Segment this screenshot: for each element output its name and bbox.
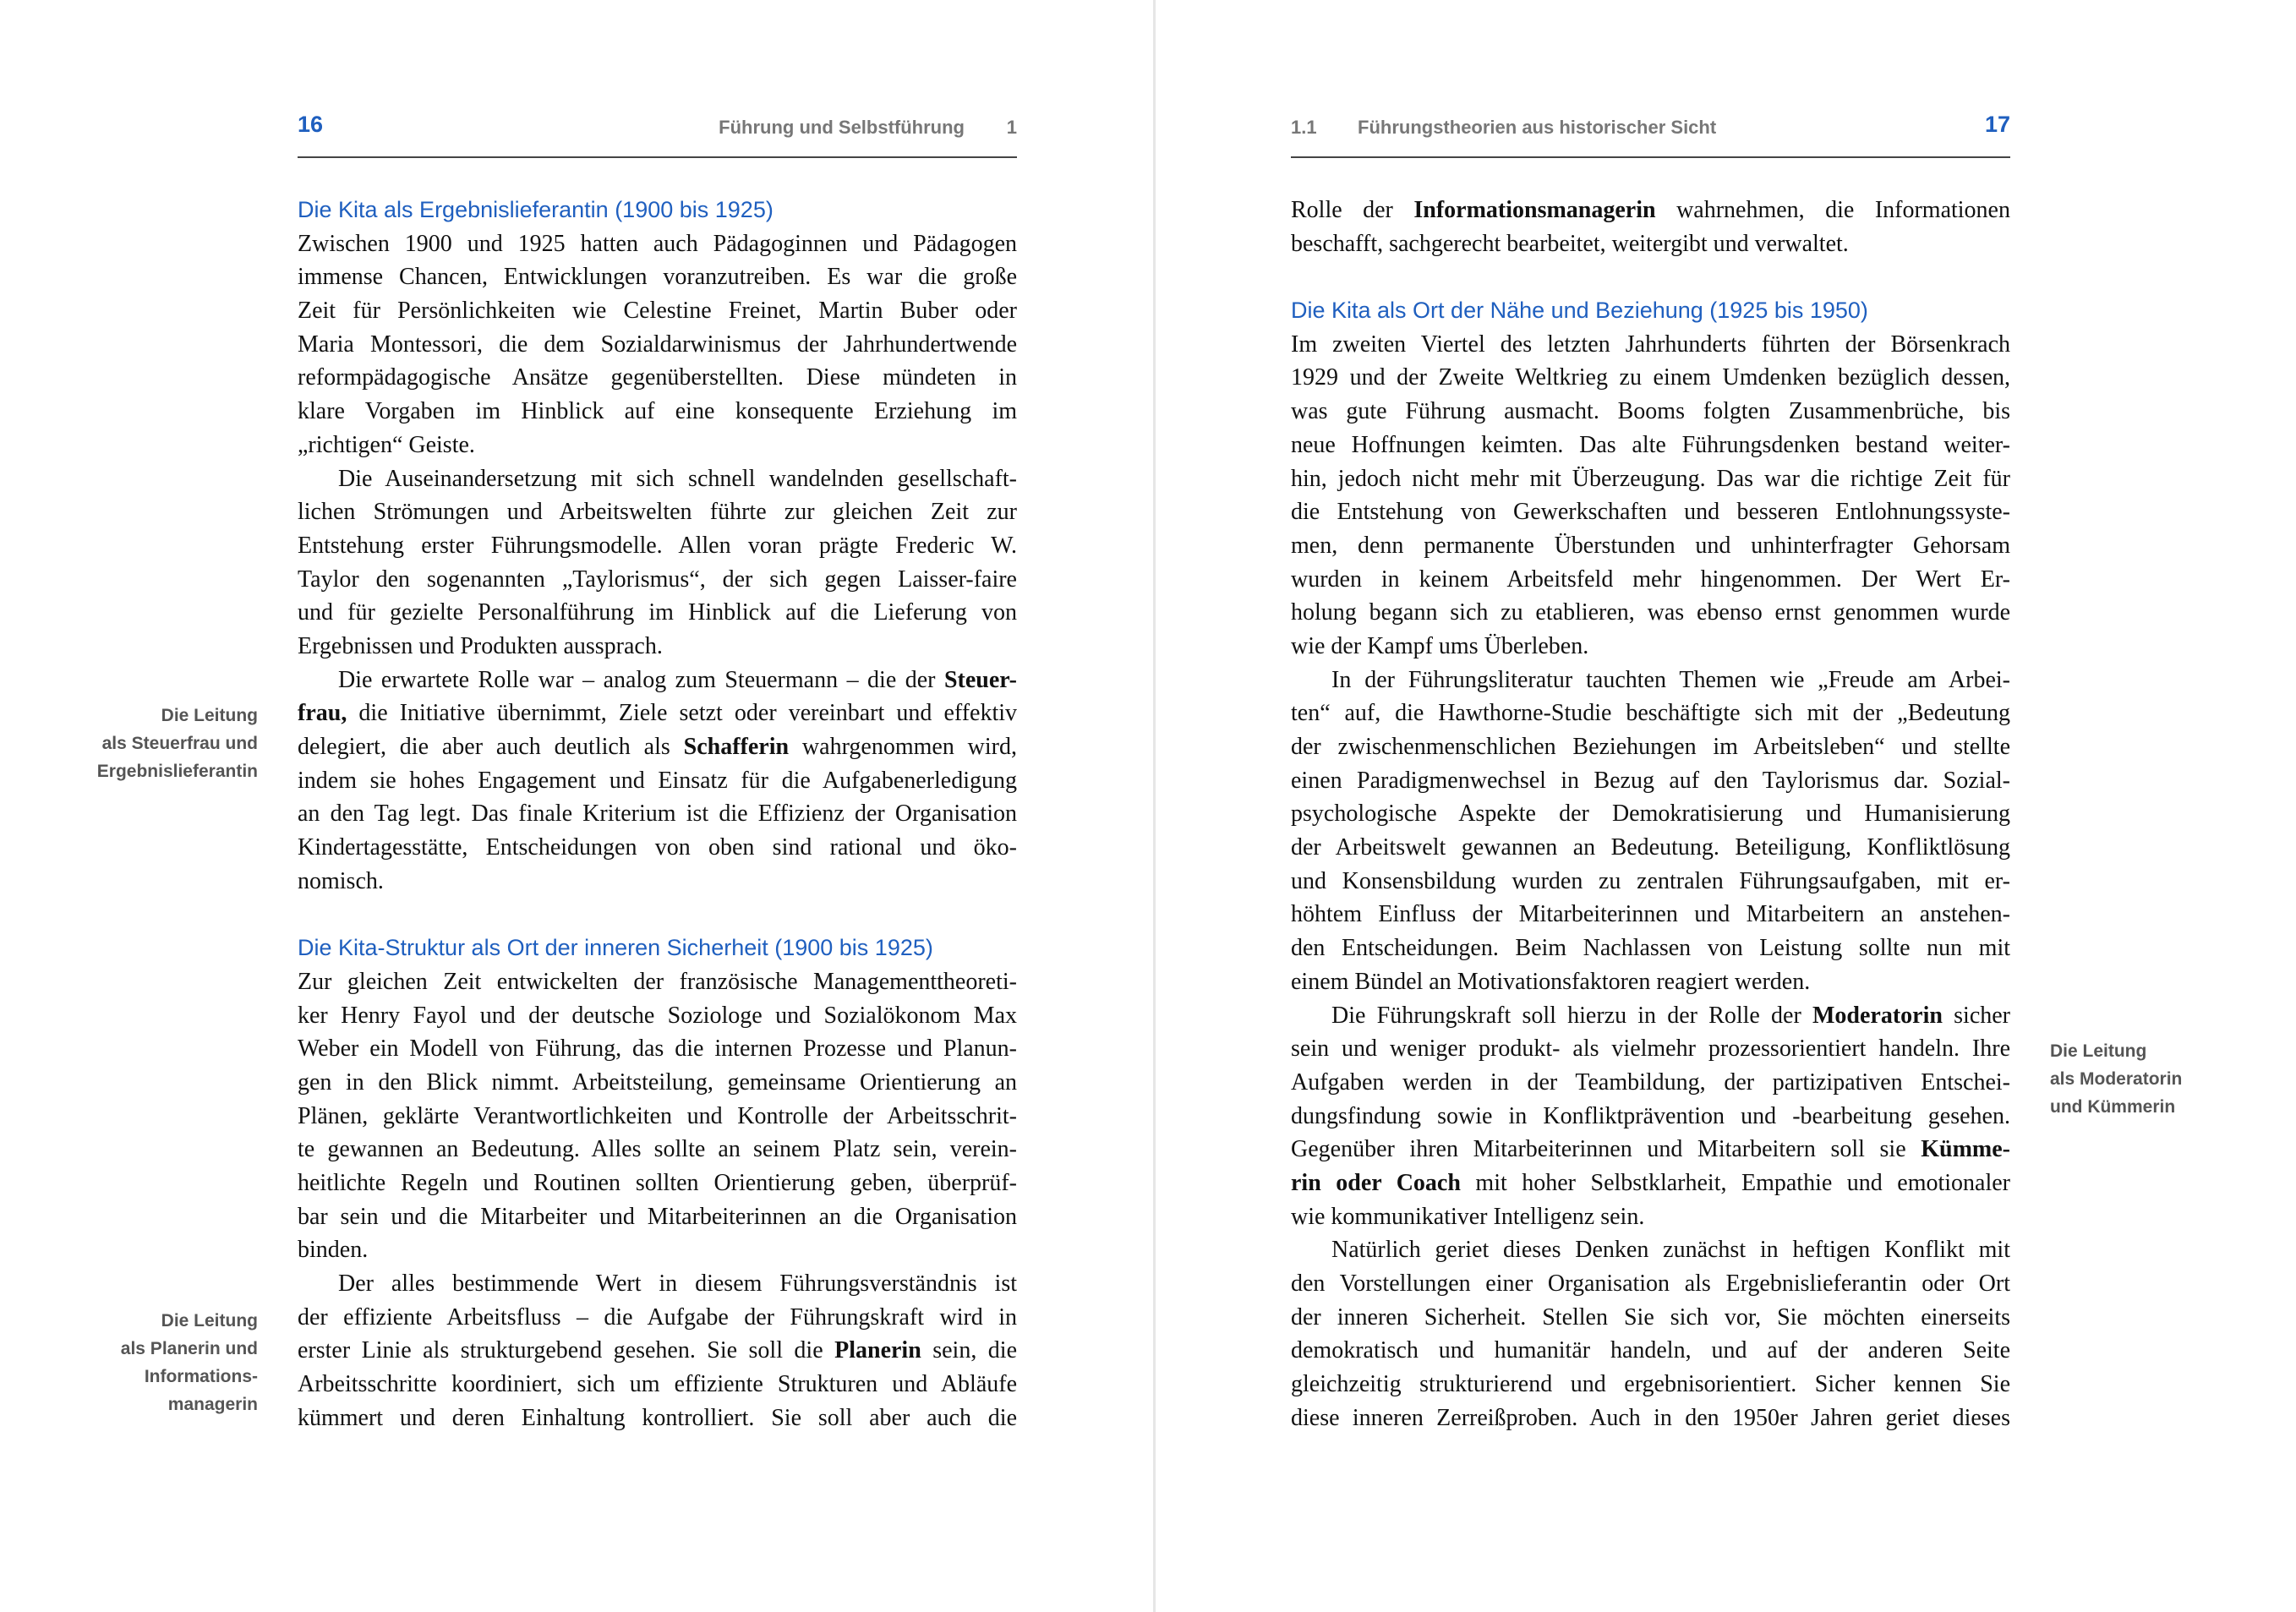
text-line — [298, 1200, 1017, 1234]
section-heading: Die Kita als Ort der Nähe und Beziehung (1925 bis 1950) — [1291, 298, 1868, 324]
text-run: der inneren Sicherheit. Stellen Sie sich vor, Sie möchten einerseits — [1291, 1303, 2010, 1331]
text-run: und Konsensbildung wurden zu zentralen Führungsaufgaben, mit er- — [1291, 867, 2010, 894]
text-run: nomisch. — [298, 867, 384, 894]
text-line — [298, 294, 1017, 328]
paragraph — [298, 462, 1017, 664]
text-run: demokratisch und humanitär handeln, und auf der anderen Seite — [1291, 1337, 2010, 1364]
bold-term: Schafferin — [683, 734, 790, 760]
text-line — [298, 1032, 1017, 1066]
running-title: Führung und Selbstführung — [719, 117, 965, 138]
text-run: wurden in keinem Arbeitsfeld mehr hingenommen. Der Wert Er- — [1291, 566, 2010, 593]
bold-term: Steuer- — [943, 666, 1017, 693]
section-number: 1.1 — [1291, 117, 1317, 138]
text-line — [298, 999, 1017, 1033]
text-line — [298, 1133, 1017, 1167]
text-run: hin, jedoch nicht mehr mit Überzeugung. Das war die richtige Zeit für — [1291, 465, 2010, 492]
text-run: „richtigen“ Geiste. — [298, 431, 475, 458]
text-run: Die erwartete Rolle war – analog zum Steuermann – die der — [338, 666, 944, 693]
text-line — [298, 1233, 1017, 1267]
text-line — [298, 1368, 1017, 1402]
bold-term: Planerin — [834, 1337, 921, 1364]
text-line — [298, 462, 1017, 496]
text-line — [298, 664, 1017, 697]
text-line — [298, 395, 1017, 429]
text-line — [298, 260, 1017, 294]
margin-note-line: als Planerin und — [120, 1339, 258, 1358]
text-run: Die Führungskraft soll hierzu in der Rolle der — [1331, 1002, 1812, 1029]
page-number: 16 — [298, 112, 324, 137]
left-page-body — [298, 194, 1017, 1434]
text-run: holung begann sich zu etablieren, was ebenso ernst genommen wurde — [1291, 599, 2010, 626]
bold-term: Moderatorin — [1812, 1002, 1943, 1029]
text-run: einem Bündel an Motivationsfaktoren reagiert werden. — [1291, 968, 1811, 995]
text-line — [1291, 495, 2010, 529]
text-line — [1291, 1066, 2010, 1100]
text-line — [298, 529, 1017, 563]
text-line — [1291, 898, 2010, 932]
text-run: der zwischenmenschlichen Beziehungen im Arbeitsleben“ und stellte — [1291, 734, 2010, 760]
text-line — [298, 730, 1017, 764]
text-run: Zeit für Persönlichkeiten wie Celestine Freinet, Martin Buber oder — [298, 298, 1017, 325]
text-line — [1291, 361, 2010, 395]
margin-note-line: Die Leitung — [2050, 1041, 2147, 1061]
text-run: Die Auseinandersetzung mit sich schnell wandelnden gesellschaft- — [338, 465, 1017, 492]
text-run: kümmert und deren Einhaltung kontrolliert. Sie soll aber auch die — [298, 1404, 1017, 1431]
text-run: wie kommunikativer Intelligenz sein. — [1291, 1203, 1645, 1230]
paragraph — [298, 1267, 1017, 1434]
text-run: Zur gleichen Zeit entwickelten der französische Managementtheoreti- — [298, 968, 1017, 995]
text-line — [298, 697, 1017, 730]
text-run: was gute Führung ausmacht. Booms folgten Zusammenbrüche, bis — [1291, 398, 2010, 425]
text-run: wie der Kampf ums Überleben. — [1291, 632, 1589, 659]
text-line — [298, 328, 1017, 362]
text-line — [1291, 630, 2010, 664]
text-line — [298, 797, 1017, 831]
text-run: Im zweiten Viertel des letzten Jahrhunderts führten der Börsenkrach — [1291, 331, 2010, 358]
text-run: Ergebnissen und Produkten aussprach. — [298, 632, 663, 659]
text-line — [298, 1066, 1017, 1100]
margin-note-line: Ergebnislieferantin — [96, 762, 258, 781]
text-line — [1291, 999, 2010, 1033]
text-run: Taylor den sogenannten „Taylorismus“, der sich gegen Laisser-faire — [298, 566, 1017, 593]
text-line — [298, 764, 1017, 798]
text-line — [298, 1301, 1017, 1335]
paragraph — [1291, 328, 2010, 664]
text-run: gleichzeitig strukturierend und ergebnisorientiert. Sicher kennen Sie — [1291, 1371, 2010, 1398]
text-line — [1291, 395, 2010, 429]
bold-term: rin oder Coach — [1291, 1169, 1461, 1196]
text-run: neue Hoffnungen keimten. Das alte Führungsdenken bestand weiter- — [1291, 431, 2010, 458]
text-line — [298, 1167, 1017, 1200]
text-line — [1291, 1267, 2010, 1301]
margin-note — [38, 702, 258, 785]
header-rule — [1291, 156, 2010, 158]
text-run: Maria Montessori, die dem Sozialdarwinismus der Jahrhundertwende — [298, 331, 1017, 358]
text-run: te gewannen an Bedeutung. Alles sollte an seinem Platz sein, verein- — [298, 1136, 1017, 1163]
text-line — [298, 361, 1017, 395]
text-run: Zwischen 1900 und 1925 hatten auch Pädagoginnen und Pädagogen — [298, 230, 1017, 257]
text-line — [1291, 730, 2010, 764]
text-run: immense Chancen, Entwicklungen voranzutreiben. Es war die große — [298, 264, 1017, 291]
text-line — [1291, 664, 2010, 697]
text-line — [1291, 1032, 2010, 1066]
section-heading: Die Kita-Struktur als Ort der inneren Sicherheit (1900 bis 1925) — [298, 935, 933, 961]
bold-term: Kümme- — [1921, 1136, 2010, 1163]
margin-note-line: als Steuerfrau und — [101, 734, 258, 753]
text-line — [1291, 797, 2010, 831]
text-line — [1291, 462, 2010, 496]
text-line — [298, 1402, 1017, 1435]
page-number: 17 — [1984, 112, 2010, 137]
text-line — [1291, 764, 2010, 798]
text-run: men, denn permanente Überstunden und unhinterfragter Gehorsam — [1291, 532, 2010, 559]
text-run: wahrnehmen, die Informationen — [1655, 197, 2010, 223]
text-run: Entstehung erster Führungsmodelle. Allen voran prägte Frederic W. — [298, 532, 1017, 559]
section-heading: Die Kita als Ergebnislieferantin (1900 bis 1925) — [298, 197, 774, 222]
margin-note-line: Die Leitung — [161, 706, 258, 725]
text-run: Plänen, geklärte Verantwortlichkeiten und Kontrolle der Arbeitsschrit- — [298, 1102, 1017, 1129]
text-run: die Entstehung von Gewerkschaften und besseren Entlohnungssyste- — [1291, 499, 2010, 526]
bold-term: frau, — [298, 700, 347, 727]
text-line — [1291, 831, 2010, 865]
text-run: 1929 und der Zweite Weltkrieg zu einem Umdenken bezüglich dessen, — [1291, 364, 2010, 391]
text-run: an den Tag legt. Das finale Kriterium ist die Effizienz der Organisation — [298, 801, 1017, 828]
paragraph — [298, 227, 1017, 462]
text-run: sein und weniger produkt- als vielmehr prozessorientiert handeln. Ihre — [1291, 1036, 2010, 1063]
text-line — [1291, 1301, 2010, 1335]
text-run: Weber ein Modell von Führung, das die internen Prozesse und Planun- — [298, 1036, 1017, 1063]
text-line — [298, 1334, 1017, 1368]
text-run: ker Henry Fayol und der deutsche Soziologe und Sozialökonom Max — [298, 1002, 1017, 1029]
text-run: sicher — [1942, 1002, 2010, 1029]
text-run: In der Führungsliteratur tauchten Themen wie „Freude am Arbei- — [1331, 666, 2010, 693]
text-line — [1291, 1402, 2010, 1435]
text-run: mit hoher Selbstklarheit, Empathie und emotionaler — [1460, 1169, 2010, 1196]
text-line — [298, 227, 1017, 261]
text-line — [1291, 1368, 2010, 1402]
header-rule — [298, 156, 1017, 158]
bold-term: Informationsmanagerin — [1413, 197, 1656, 223]
text-run: den Entscheidungen. Beim Nachlassen von Leistung sollte nun mit — [1291, 935, 2010, 962]
text-run: gen in den Blick nimmt. Arbeitsteilung, gemeinsame Orientierung an — [298, 1068, 1017, 1096]
text-line — [1291, 596, 2010, 630]
margin-note-line: Die Leitung — [161, 1311, 258, 1331]
margin-note-line: als Moderatorin — [2050, 1069, 2183, 1089]
running-title: Führungstheorien aus historischer Sicht — [1358, 117, 1717, 138]
margin-note-line: und Kümmerin — [2050, 1097, 2176, 1117]
book-gutter — [1153, 0, 1156, 1612]
text-line — [1291, 932, 2010, 965]
text-line — [298, 1267, 1017, 1301]
text-run: ten“ auf, die Hawthorne-Studie beschäftigte sich mit der „Bedeutung — [1291, 700, 2010, 727]
text-run: bar sein und die Mitarbeiter und Mitarbeiterinnen an die Organisation — [298, 1203, 1017, 1230]
chapter-number: 1 — [1006, 117, 1017, 138]
text-run: indem sie hohes Engagement und Einsatz für die Aufgabenerledigung — [298, 767, 1017, 794]
text-run: Arbeitsschritte koordiniert, sich um effiziente Strukturen und Abläufe — [298, 1371, 1017, 1398]
text-line — [1291, 865, 2010, 899]
text-run: wahrgenommen wird, — [789, 734, 1017, 760]
margin-note — [38, 1307, 258, 1418]
spacer — [1291, 260, 2010, 294]
text-line — [298, 865, 1017, 899]
text-line — [1291, 1133, 2010, 1167]
text-line — [1291, 1100, 2010, 1134]
text-line — [1291, 194, 2010, 227]
paragraph — [1291, 664, 2010, 999]
margin-note-line: Informations- — [144, 1367, 258, 1386]
text-line — [298, 965, 1017, 999]
text-run: einen Paradigmenwechsel in Bezug auf den Taylorismus dar. Sozial- — [1291, 767, 2010, 794]
text-run: Rolle der — [1291, 197, 1414, 223]
paragraph — [298, 664, 1017, 899]
paragraph — [1291, 194, 2010, 260]
text-line — [1291, 1167, 2010, 1200]
text-run: Natürlich geriet dieses Denken zunächst in heftigen Konflikt mit — [1331, 1237, 2010, 1264]
paragraph — [1291, 999, 2010, 1234]
text-run: lichen Strömungen und Arbeitswelten führte zur gleichen Zeit zur — [298, 499, 1017, 526]
text-line — [298, 495, 1017, 529]
text-run: reformpädagogische Ansätze gegenüberstellten. Diese mündeten in — [298, 364, 1017, 391]
text-line — [1291, 529, 2010, 563]
text-line — [1291, 227, 2010, 261]
text-run: der Arbeitswelt gewannen an Bedeutung. Beteiligung, Konfliktlösung — [1291, 834, 2010, 861]
text-run: Kindertagesstätte, Entscheidungen von oben sind rational und öko- — [298, 834, 1017, 861]
text-line — [1291, 563, 2010, 597]
margin-note — [2050, 1037, 2253, 1121]
right-page-header — [1291, 110, 2010, 144]
text-run: die Initiative übernimmt, Ziele setzt oder vereinbart und effektiv — [347, 700, 1017, 727]
text-line — [1291, 1233, 2010, 1267]
text-line — [1291, 429, 2010, 462]
text-line — [298, 831, 1017, 865]
text-line — [298, 429, 1017, 462]
text-run: Der alles bestimmende Wert in diesem Führungsverständnis ist — [338, 1270, 1017, 1297]
text-run: Gegenüber ihren Mitarbeiterinnen und Mitarbeitern soll sie — [1291, 1136, 1922, 1163]
text-run: sein, die — [921, 1337, 1017, 1364]
text-run: delegiert, die aber auch deutlich als — [298, 734, 684, 760]
text-line — [1291, 328, 2010, 362]
text-run: klare Vorgaben im Hinblick auf eine konsequente Erziehung im — [298, 398, 1017, 425]
text-run: erster Linie als strukturgebend gesehen. Sie soll die — [298, 1337, 835, 1364]
text-run: und für gezielte Personalführung im Hinblick auf die Lieferung von — [298, 599, 1017, 626]
right-page-body — [1291, 194, 2010, 1434]
text-run: heitlichte Regeln und Routinen sollten Orientierung geben, überprüf- — [298, 1169, 1017, 1196]
text-run: höhtem Einfluss der Mitarbeiterinnen und Mitarbeitern an anstehen- — [1291, 901, 2010, 928]
margin-note-line: managerin — [167, 1395, 258, 1414]
text-run: dungsfindung sowie in Konfliktprävention und -bearbeitung gesehen. — [1291, 1102, 2010, 1129]
paragraph — [298, 965, 1017, 1267]
spacer — [298, 898, 1017, 932]
text-line — [298, 1100, 1017, 1134]
text-line — [1291, 965, 2010, 999]
text-run: diese inneren Zerreißproben. Auch in den 1950er Jahren geriet dieses — [1291, 1404, 2010, 1431]
text-line — [298, 563, 1017, 597]
text-line — [298, 596, 1017, 630]
text-run: binden. — [298, 1237, 369, 1264]
text-line — [1291, 1200, 2010, 1234]
text-run: Aufgaben werden in der Teambildung, der partizipativen Entschei- — [1291, 1068, 2010, 1096]
text-run: den Vorstellungen einer Organisation als Ergebnislieferantin oder Ort — [1291, 1270, 2010, 1297]
text-run: psychologische Aspekte der Demokratisierung und Humanisierung — [1291, 801, 2010, 828]
text-line — [298, 630, 1017, 664]
text-line — [1291, 1334, 2010, 1368]
text-run: beschafft, sachgerecht bearbeitet, weitergibt und verwaltet. — [1291, 230, 1849, 257]
left-page-header — [298, 110, 1017, 144]
text-run: der effiziente Arbeitsfluss – die Aufgabe der Führungskraft wird in — [298, 1303, 1017, 1331]
text-line — [1291, 697, 2010, 730]
paragraph — [1291, 1233, 2010, 1434]
